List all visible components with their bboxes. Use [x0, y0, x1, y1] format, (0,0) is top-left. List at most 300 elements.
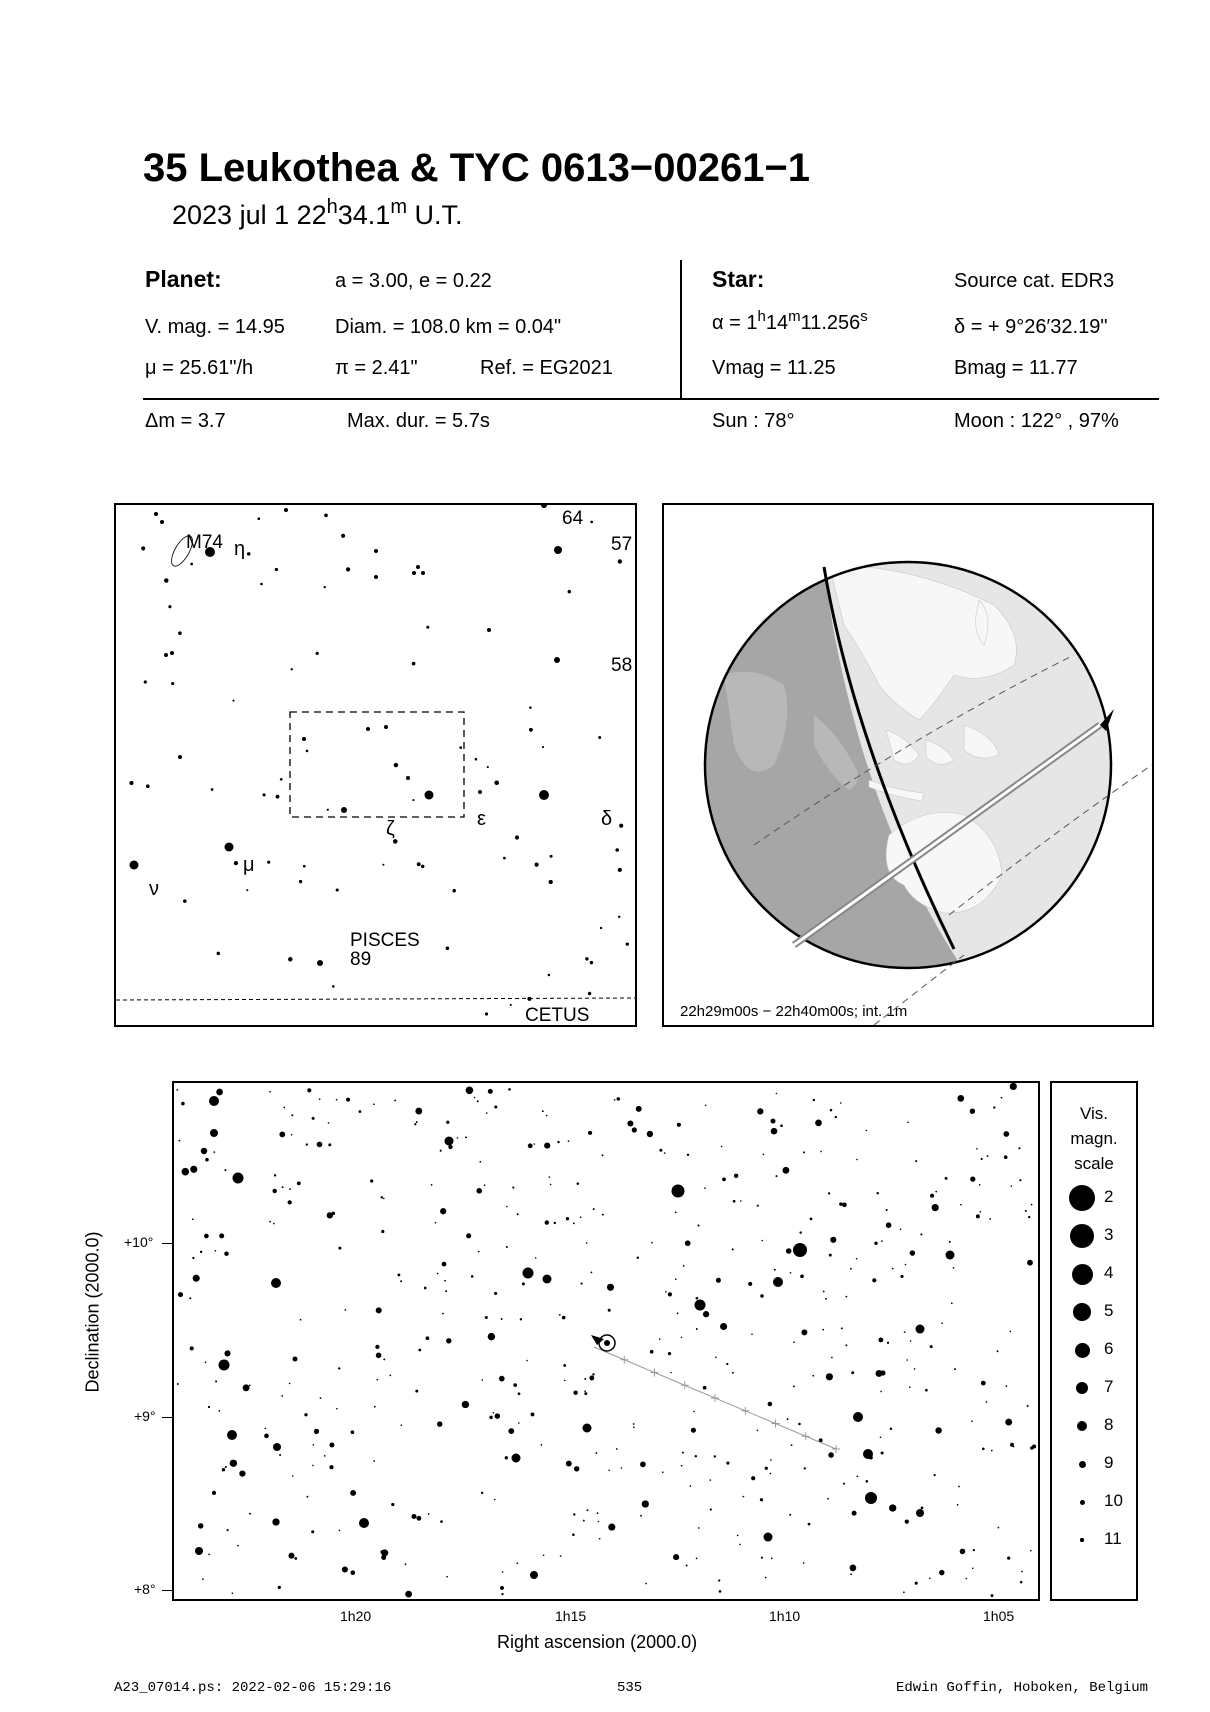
detail-star: [233, 1173, 244, 1184]
detail-star: [446, 1338, 451, 1343]
detail-star: [328, 1122, 330, 1124]
finder-star: [141, 546, 145, 550]
detail-star: [272, 1189, 276, 1193]
detail-star: [662, 1471, 664, 1473]
finder-star: [384, 725, 388, 729]
detail-star: [934, 1474, 936, 1476]
detail-star: [445, 1137, 454, 1146]
detail-star: [827, 1498, 829, 1500]
label-58: 58: [611, 655, 633, 676]
detail-star: [591, 1272, 593, 1274]
detail-star: [675, 1211, 677, 1213]
detail-star: [757, 1205, 759, 1207]
detail-star: [697, 1224, 699, 1226]
detail-star: [642, 1500, 649, 1507]
finder-star: [510, 1004, 512, 1006]
detail-star: [905, 1264, 907, 1266]
detail-star: [670, 1372, 672, 1374]
detail-star: [338, 1247, 341, 1250]
detail-star: [549, 1176, 551, 1178]
detail-star: [710, 1479, 712, 1481]
detail-star: [1030, 1550, 1032, 1552]
track-tick: [651, 1369, 659, 1377]
detail-star: [478, 1251, 480, 1253]
detail-star: [793, 1243, 807, 1257]
detail-star: [951, 1302, 953, 1304]
detail-star: [925, 1389, 928, 1392]
finder-star: [494, 781, 499, 786]
detail-star: [508, 1428, 514, 1434]
legend-magnitude-label: 8: [1104, 1415, 1114, 1434]
detail-star: [500, 1586, 504, 1590]
detail-star: [219, 1360, 230, 1371]
detail-star: [312, 1444, 314, 1446]
detail-star: [215, 1380, 217, 1382]
detail-star: [520, 1318, 522, 1320]
footer-page-number: 535: [617, 1680, 643, 1696]
dec-axis-label: Declination (2000.0): [82, 1231, 103, 1393]
finder-star: [598, 736, 601, 739]
finder-star: [164, 578, 168, 582]
detail-star: [820, 1151, 822, 1153]
detail-star: [840, 1102, 842, 1104]
detail-star: [958, 1486, 960, 1488]
detail-star: [278, 1586, 281, 1589]
detail-star: [760, 1498, 763, 1501]
detail-star: [584, 1390, 586, 1392]
track-tick: [802, 1432, 810, 1440]
detail-star: [976, 1148, 978, 1150]
detail-star: [803, 1151, 805, 1153]
detail-star: [718, 1579, 720, 1581]
detail-star: [865, 1130, 867, 1132]
detail-star: [332, 1212, 336, 1216]
y-tick-mark-10: [162, 1243, 172, 1244]
detail-star: [208, 1554, 210, 1556]
moon-elongation: Moon : 122° , 97%: [954, 410, 1119, 432]
detail-star: [271, 1278, 281, 1288]
finder-star: [276, 795, 280, 799]
detail-star: [851, 1371, 854, 1374]
detail-star: [608, 1309, 611, 1312]
detail-star: [845, 1344, 847, 1346]
finder-star: [168, 605, 171, 608]
label-89: 89: [350, 949, 372, 970]
detail-star: [501, 1593, 503, 1595]
finder-star: [164, 653, 168, 657]
detail-star: [793, 1385, 795, 1387]
detail-star: [474, 1097, 476, 1099]
detail-star: [190, 1346, 194, 1350]
delta-magnitude: Δm = 3.7: [145, 410, 226, 432]
detail-star: [686, 1565, 688, 1567]
finder-star: [217, 952, 221, 956]
detail-star: [195, 1547, 203, 1555]
detail-star: [269, 1091, 271, 1093]
detail-star: [973, 1549, 975, 1551]
detail-star: [531, 1412, 535, 1416]
detail-star: [201, 1148, 207, 1154]
detail-star: [981, 1158, 983, 1160]
detail-star: [633, 1423, 635, 1425]
finder-star: [317, 960, 323, 966]
detail-star: [288, 1200, 292, 1204]
detail-star: [227, 1430, 237, 1440]
detail-star: [587, 1509, 589, 1511]
detail-star: [359, 1518, 369, 1528]
detail-star: [986, 1401, 988, 1403]
detail-star: [946, 1251, 955, 1260]
detail-star: [526, 1360, 528, 1362]
detail-star: [424, 1287, 427, 1290]
detail-star: [878, 1337, 883, 1342]
detail-star: [418, 1349, 421, 1352]
detail-star: [757, 1430, 759, 1432]
detail-star: [573, 1222, 575, 1224]
detail-star: [394, 1099, 396, 1101]
detail-star: [279, 1454, 281, 1456]
detail-star: [636, 1106, 642, 1112]
detail-star: [502, 1571, 504, 1573]
detail-star: [751, 1334, 753, 1336]
detail-star: [564, 1380, 566, 1382]
detail-star: [774, 1269, 776, 1271]
detail-star: [289, 1188, 291, 1190]
detail-star: [1021, 1571, 1023, 1573]
detail-star: [687, 1154, 689, 1156]
detail-star: [324, 1455, 326, 1457]
detail-star: [543, 1555, 545, 1557]
label-zeta: ζ: [386, 818, 395, 840]
legend-dot: [1079, 1461, 1086, 1468]
detail-star: [685, 1240, 691, 1246]
detail-star: [273, 1223, 275, 1225]
footer-author: Edwin Goffin, Hoboken, Belgium: [896, 1680, 1149, 1696]
planet-diameter: Diam. = 108.0 km = 0.04": [335, 316, 562, 338]
finder-star: [416, 565, 420, 569]
detail-star: [428, 1513, 430, 1515]
detail-star: [499, 1376, 505, 1382]
finder-star: [529, 706, 532, 709]
detail-star: [916, 1325, 925, 1334]
detail-star: [209, 1096, 219, 1106]
planet-motion: μ = 25.61"/h: [145, 357, 254, 379]
page-title: 35 Leukothea & TYC 0613−00261−1: [143, 146, 811, 190]
detail-star: [351, 1570, 356, 1575]
detail-star: [971, 1420, 973, 1422]
detail-star: [292, 1475, 294, 1477]
detail-star: [804, 1467, 806, 1469]
finder-star: [626, 942, 629, 945]
legend-dot: [1070, 1224, 1094, 1248]
detail-star: [689, 1485, 691, 1487]
detail-star: [530, 1571, 538, 1579]
detail-star: [780, 1124, 783, 1127]
detail-star: [929, 1577, 931, 1579]
detail-star: [935, 1427, 941, 1433]
detail-star: [414, 1123, 416, 1125]
track-tick: [711, 1394, 719, 1402]
finder-star: [394, 763, 398, 767]
detail-star: [668, 1292, 672, 1296]
detail-star: [905, 1519, 909, 1523]
detail-star: [281, 1395, 283, 1397]
finder-star: [425, 791, 434, 800]
legend-magnitude-label: 10: [1104, 1491, 1123, 1510]
detail-star: [810, 1218, 813, 1221]
detail-star: [602, 1154, 604, 1156]
detail-star: [1004, 1155, 1008, 1159]
detail-star: [274, 1174, 276, 1176]
detail-star: [442, 1262, 447, 1267]
finder-star: [515, 835, 519, 839]
detail-star: [444, 1280, 446, 1282]
detail-star: [757, 1108, 763, 1114]
detail-star: [733, 1200, 736, 1203]
detail-star: [297, 1182, 301, 1186]
detail-star: [528, 1143, 533, 1148]
finder-star: [327, 809, 329, 811]
detail-star: [1027, 1405, 1029, 1407]
detail-star: [789, 1514, 791, 1516]
detail-star: [557, 1141, 559, 1143]
detail-star: [566, 1461, 572, 1467]
detail-star: [543, 1275, 552, 1284]
detail-star: [881, 1451, 884, 1454]
detail-star: [979, 1184, 981, 1186]
detail-star: [397, 1273, 400, 1276]
detail-star: [208, 1406, 210, 1408]
detail-star: [976, 1214, 980, 1218]
finder-star: [412, 571, 416, 575]
detail-star: [673, 1554, 679, 1560]
detail-star: [930, 1194, 934, 1198]
finder-star: [487, 628, 491, 632]
detail-star: [953, 1267, 955, 1269]
finder-star: [412, 662, 416, 666]
detail-star: [874, 1242, 877, 1245]
detail-star: [518, 1392, 521, 1395]
detail-star: [773, 1277, 783, 1287]
detail-star: [621, 1467, 623, 1469]
detail-star: [1010, 1443, 1014, 1447]
detail-star: [273, 1443, 281, 1451]
detail-star: [215, 1250, 217, 1252]
table-divider-horizontal: [143, 398, 1159, 400]
finder-chart-svg: [116, 505, 635, 1025]
finder-star: [618, 868, 622, 872]
star-heading: Star:: [712, 266, 765, 292]
x-tick-1h05: 1h05: [983, 1608, 1015, 1624]
detail-star: [981, 1381, 986, 1386]
detail-star: [782, 1167, 789, 1174]
finder-star: [600, 927, 602, 929]
detail-star: [906, 1359, 908, 1361]
y-tick-9: +9°: [134, 1408, 156, 1424]
finder-star: [541, 505, 547, 508]
star-right-ascension: $\alpha = 1^h14^m11.256^s$: [712, 308, 868, 334]
detail-star: [342, 1566, 348, 1572]
detail-star: [650, 1350, 654, 1354]
detail-star: [383, 1358, 385, 1360]
detail-star: [376, 1307, 382, 1313]
star-bmag: Bmag = 11.77: [954, 357, 1078, 379]
finder-star: [171, 682, 174, 685]
finder-star: [232, 700, 234, 702]
finder-star: [211, 788, 214, 791]
detail-star: [224, 1169, 226, 1171]
detail-star: [765, 1467, 768, 1470]
detail-star: [518, 1422, 520, 1424]
detail-star: [545, 1220, 549, 1224]
detail-star: [857, 1476, 859, 1478]
detail-star: [440, 1208, 446, 1214]
detail-star: [272, 1518, 279, 1525]
detail-star: [559, 1314, 561, 1316]
detail-star: [401, 1424, 403, 1426]
detail-star: [400, 1280, 402, 1282]
detail-star: [560, 1555, 562, 1557]
finder-star: [459, 746, 462, 749]
detail-star: [1019, 1179, 1021, 1181]
detail-star: [651, 1242, 653, 1244]
finder-star: [324, 586, 326, 588]
finder-star: [568, 590, 572, 594]
finder-star: [324, 513, 328, 517]
finder-star: [446, 947, 450, 951]
detail-star: [1025, 1210, 1027, 1212]
detail-star: [695, 1300, 706, 1311]
detail-star: [760, 1294, 763, 1297]
detail-star: [881, 1240, 883, 1242]
detail-star: [617, 1097, 621, 1101]
detail-star: [550, 1184, 552, 1186]
detail-star: [698, 1527, 700, 1529]
detail-star: [437, 1421, 442, 1426]
legend-title: [1052, 1101, 1136, 1176]
detail-star: [426, 1336, 430, 1340]
detail-star: [495, 1413, 501, 1419]
finder-star: [144, 680, 147, 683]
detail-star: [790, 1272, 792, 1274]
finder-star: [382, 864, 384, 866]
planet-vmag: V. mag. = 14.95: [145, 316, 285, 338]
legend-dot: [1075, 1343, 1090, 1358]
detail-star: [597, 1512, 599, 1514]
detail-star: [506, 1206, 508, 1208]
detail-star: [489, 1416, 492, 1419]
detail-star: [574, 1466, 579, 1471]
detail-star: [886, 1222, 892, 1228]
finder-star: [539, 790, 549, 800]
detail-star: [683, 1265, 685, 1267]
detail-star: [583, 1424, 592, 1433]
detail-star: [200, 1251, 202, 1253]
finder-star: [336, 888, 339, 891]
legend-magnitude-label: 7: [1104, 1377, 1114, 1396]
detail-star: [751, 1476, 755, 1480]
detail-star: [411, 1514, 416, 1519]
detail-star: [726, 1363, 728, 1365]
detail-star: [776, 1093, 778, 1095]
detail-star: [292, 1356, 297, 1361]
legend-magnitude-label: 6: [1104, 1339, 1114, 1358]
finder-star: [535, 863, 539, 867]
detail-star: [647, 1131, 653, 1137]
detail-star: [1007, 1557, 1010, 1560]
track-tick: [772, 1420, 780, 1428]
finder-star: [585, 957, 588, 960]
detail-star: [608, 1470, 610, 1472]
detail-star: [282, 1186, 284, 1188]
label-eta: η: [234, 538, 246, 560]
detail-star: [373, 1103, 375, 1105]
detail-star: [1003, 1131, 1009, 1137]
detail-star: [627, 1120, 633, 1126]
finder-star: [554, 546, 562, 554]
detail-star: [681, 1336, 683, 1338]
detail-star: [823, 1291, 825, 1293]
detail-star: [304, 1413, 307, 1416]
detail-star: [602, 1214, 604, 1216]
detail-star: [512, 1187, 514, 1189]
detail-star: [190, 1166, 197, 1173]
detail-star: [505, 1456, 508, 1459]
detail-star: [1009, 1331, 1011, 1333]
constellation-boundary: [116, 998, 635, 1000]
detail-star: [446, 1576, 448, 1578]
detail-star: [182, 1168, 190, 1176]
detail-star: [479, 1161, 481, 1163]
detail-star: [338, 1367, 340, 1369]
finder-star: [246, 889, 248, 891]
finder-star: [284, 508, 288, 512]
finder-star: [406, 776, 410, 780]
detail-star: [373, 1460, 375, 1462]
detail-star: [645, 1583, 647, 1585]
detail-star: [477, 1100, 479, 1102]
detail-star: [381, 1230, 384, 1233]
detail-star: [588, 1131, 592, 1135]
globe-svg: [664, 505, 1152, 1025]
detail-star: [523, 1268, 534, 1279]
y-tick-mark-8: [162, 1590, 172, 1591]
detail-star: [856, 1258, 858, 1260]
detail-star: [336, 1099, 338, 1101]
finder-star: [485, 1012, 488, 1015]
legend-title-line: scale: [1074, 1154, 1114, 1173]
detail-star: [737, 1535, 739, 1537]
detail-star: [743, 1496, 745, 1498]
detail-star: [1030, 1446, 1033, 1449]
detail-star: [880, 1391, 882, 1393]
detail-star: [640, 1515, 642, 1517]
detail-star: [910, 1250, 916, 1256]
detail-star: [732, 1372, 734, 1374]
detail-star: [1018, 1147, 1020, 1149]
detail-star: [336, 1408, 338, 1410]
detail-star: [344, 1309, 346, 1311]
detail-star: [831, 1357, 833, 1359]
track-tick: [620, 1356, 628, 1364]
detail-star: [306, 1143, 308, 1145]
detail-star: [761, 1557, 763, 1559]
detail-star: [997, 1350, 999, 1352]
finder-star: [548, 974, 551, 977]
detail-star: [546, 1115, 548, 1117]
legend-dot: [1072, 1264, 1093, 1285]
detail-star: [719, 1590, 722, 1593]
